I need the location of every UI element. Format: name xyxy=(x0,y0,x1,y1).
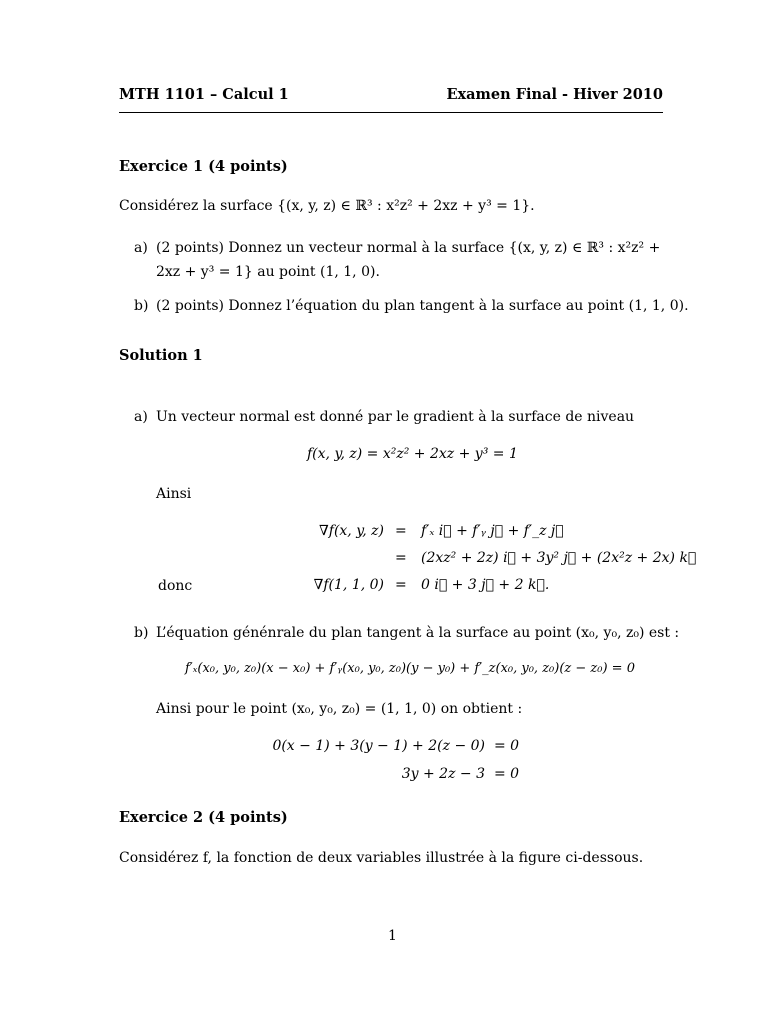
gradient-row3-eq: = xyxy=(395,577,407,593)
header-course: MTH 1101 – Calcul 1 xyxy=(119,86,289,103)
tangent-plane-row1-lhs: 0(x − 1) + 3(y − 1) + 2(z − 0) xyxy=(272,738,485,754)
solution1-a-label: a) xyxy=(134,409,148,425)
solution1-title: Solution 1 xyxy=(119,347,203,364)
gradient-row1-lhs: ∇f(x, y, z) xyxy=(318,523,384,539)
gradient-row3-lhs: ∇f(1, 1, 0) xyxy=(313,577,384,593)
level-surface-equation: f(x, y, z) = x²z² + 2xz + y³ = 1 xyxy=(307,446,518,462)
solution1-a-ainsi: Ainsi xyxy=(156,486,192,502)
solution1-b-label: b) xyxy=(134,625,149,641)
gradient-row1-eq: = xyxy=(395,523,407,539)
exercise1-item-b-label: b) xyxy=(134,298,149,314)
gradient-row2-rhs: (2xz² + 2z) i⃗ + 3y² j⃗ + (2x²z + 2x) k⃗ xyxy=(421,550,697,566)
exercise1-item-a-text: (2 points) Donnez un vecteur normal à la surface {(x, y, z) ∈ ℝ³ : x²z² + 2xz + y³ = 1} au point (1, 1, 0). xyxy=(156,240,661,280)
header-rule xyxy=(119,112,663,113)
solution1-a-intro: Un vecteur normal est donné par le gradient à la surface de niveau xyxy=(156,409,635,425)
gradient-row1-rhs: f′ₓ i⃗ + f′ᵧ j⃗ + f′_z j⃗ xyxy=(421,523,564,539)
exercise1-title: Exercice 1 (4 points) xyxy=(119,158,288,175)
solution1-b-intro: L’équation génénrale du plan tangent à la surface au point (x₀, y₀, z₀) est : xyxy=(156,625,680,641)
tangent-plane-row1-rhs: = 0 xyxy=(494,738,520,754)
tangent-plane-row2-lhs: 3y + 2z − 3 xyxy=(401,766,485,782)
gradient-row2-eq: = xyxy=(395,550,407,566)
solution1-b-point-text: Ainsi pour le point (x₀, y₀, z₀) = (1, 1, 0) on obtient : xyxy=(156,701,523,717)
exercise1-item-b-text: (2 points) Donnez l’équation du plan tangent à la surface au point (1, 1, 0). xyxy=(156,298,689,314)
solution1-a-donc: donc xyxy=(158,578,193,594)
exercise1-item-a-label: a) xyxy=(134,240,148,256)
page-number: 1 xyxy=(388,928,397,944)
tangent-plane-general-equation: f′ₓ(x₀, y₀, z₀)(x − x₀) + f′ᵧ(x₀, y₀, z₀)(y − y₀) + f′_z(x₀, y₀, z₀)(z − z₀) = 0 xyxy=(185,661,635,676)
gradient-row3-rhs: 0 i⃗ + 3 j⃗ + 2 k⃗. xyxy=(421,577,550,593)
exercise2-statement: Considérez f, la fonction de deux variables illustrée à la figure ci-dessous. xyxy=(119,850,644,866)
exercise1-statement: Considérez la surface {(x, y, z) ∈ ℝ³ : x²z² + 2xz + y³ = 1}. xyxy=(119,198,535,214)
header-exam: Examen Final - Hiver 2010 xyxy=(446,86,663,103)
tangent-plane-row2-rhs: = 0 xyxy=(494,766,520,782)
exercise2-title: Exercice 2 (4 points) xyxy=(119,809,288,826)
